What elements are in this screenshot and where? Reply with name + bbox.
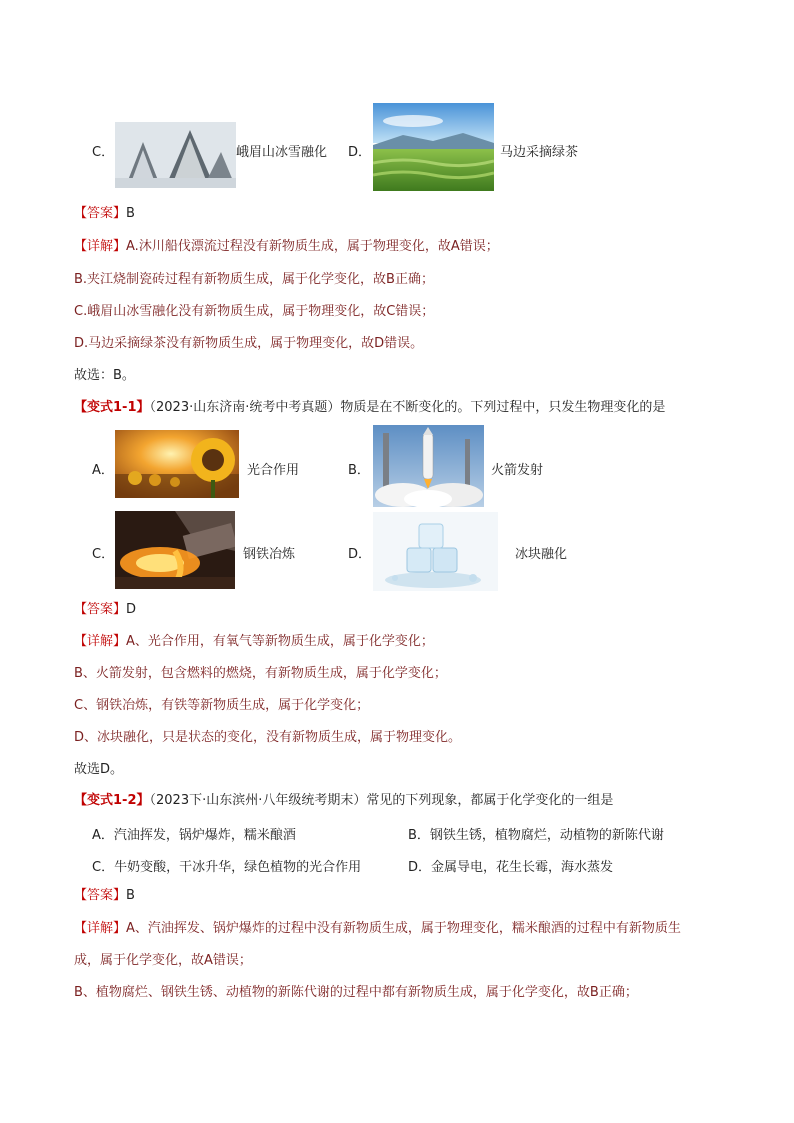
detail-line: 成，属于化学变化，故A错误；: [74, 953, 252, 968]
detail-line: B、火箭发射，包含燃料的燃烧，有新物质生成，属于化学变化；: [74, 666, 447, 681]
conclusion-line: 故选：B。: [74, 368, 135, 383]
option-c-letter: C．: [92, 547, 115, 562]
detail-line: B.夹江烧制瓷砖过程有新物质生成，属于化学变化，故B正确；: [74, 272, 434, 287]
option-text: 牛奶变酸，干冰升华，绿色植物的光合作用: [114, 860, 362, 875]
option-b: [408, 824, 664, 843]
answer-line: [74, 887, 135, 905]
option-a-text: 光合作用: [247, 463, 300, 478]
answer-tag: 【答案】: [74, 602, 127, 617]
detail-text: A、汽油挥发、锅炉爆炸的过程中没有新物质生成，属于物理变化，糯米酿酒的过程中有新物质生: [126, 921, 681, 936]
option-c-letter: C．: [92, 145, 115, 160]
detail-line: [74, 633, 434, 651]
answer-line: [74, 205, 135, 223]
detail-text: A、光合作用，有氧气等新物质生成，属于化学变化；: [126, 634, 434, 649]
sunflower-image: [115, 430, 239, 498]
question-text: 常见的下列现象，都属于化学变化的一组是: [366, 793, 614, 808]
option-c-text: 峨眉山冰雪融化: [236, 145, 328, 160]
option-b-text: 火箭发射: [491, 463, 544, 478]
question-1-1-stem: [74, 399, 665, 417]
answer-value: B: [126, 888, 135, 903]
option-d-text: 马边采摘绿茶: [500, 145, 579, 160]
option-text: 钢铁生锈，植物腐烂，动植物的新陈代谢: [429, 828, 664, 843]
option-d: [408, 856, 613, 875]
detail-tag: 【详解】: [74, 921, 127, 936]
option-letter: A．: [92, 828, 114, 843]
answer-tag: 【答案】: [74, 888, 127, 903]
detail-line: D.马边采摘绿茶没有新物质生成，属于物理变化，故D错误。: [74, 336, 424, 351]
question-tag: 【变式1-2】: [74, 793, 150, 808]
detail-text: A.沐川船伐漂流过程没有新物质生成，属于物理变化，故A错误；: [126, 239, 499, 254]
ice-cube-image: [373, 512, 498, 591]
answer-value: D: [126, 602, 137, 617]
question-source: （2023下·山东滨州·八年级统考期末）: [149, 793, 367, 808]
snow-mountain-image: [115, 122, 236, 188]
question-1-2-stem: [74, 792, 613, 810]
option-letter: C．: [92, 860, 115, 875]
option-c: [92, 856, 361, 875]
detail-tag: 【详解】: [74, 634, 127, 649]
detail-line: B、植物腐烂、钢铁生锈、动植物的新陈代谢的过程中都有新物质生成，属于化学变化，故B正确；: [74, 985, 638, 1000]
rocket-launch-image: [373, 425, 484, 507]
detail-line: [74, 920, 681, 938]
question-text: 物质是在不断变化的。下列过程中，只发生物理变化的是: [340, 400, 666, 415]
answer-line: [74, 601, 136, 619]
tea-garden-image: [373, 103, 494, 191]
option-text: 金属导电，花生长霉，海水蒸发: [431, 860, 614, 875]
option-d-letter: D．: [348, 547, 372, 562]
option-letter: B．: [408, 828, 430, 843]
answer-value: B: [126, 206, 135, 221]
conclusion-line: 故选D。: [74, 762, 124, 777]
question-tag: 【变式1-1】: [74, 400, 150, 415]
option-d-text: 冰块融化: [515, 547, 568, 562]
option-text: 汽油挥发，锅炉爆炸，糯米酿酒: [113, 828, 296, 843]
detail-tag: 【详解】: [74, 239, 127, 254]
detail-line: C.峨眉山冰雪融化没有新物质生成，属于物理变化，故C错误；: [74, 304, 435, 319]
option-a: [92, 824, 296, 843]
detail-line: [74, 238, 499, 256]
option-a-letter: A．: [92, 463, 114, 478]
option-letter: D．: [408, 860, 432, 875]
detail-line: D、冰块融化，只是状态的变化，没有新物质生成，属于物理变化。: [74, 730, 462, 745]
option-b-letter: B．: [348, 463, 370, 478]
answer-tag: 【答案】: [74, 206, 127, 221]
question-source: （2023·山东济南·统考中考真题）: [149, 400, 341, 415]
detail-line: C、钢铁冶炼，有铁等新物质生成，属于化学变化；: [74, 698, 370, 713]
steel-smelting-image: [115, 511, 235, 589]
option-c-text: 钢铁冶炼: [243, 547, 296, 562]
option-d-letter: D．: [348, 145, 372, 160]
